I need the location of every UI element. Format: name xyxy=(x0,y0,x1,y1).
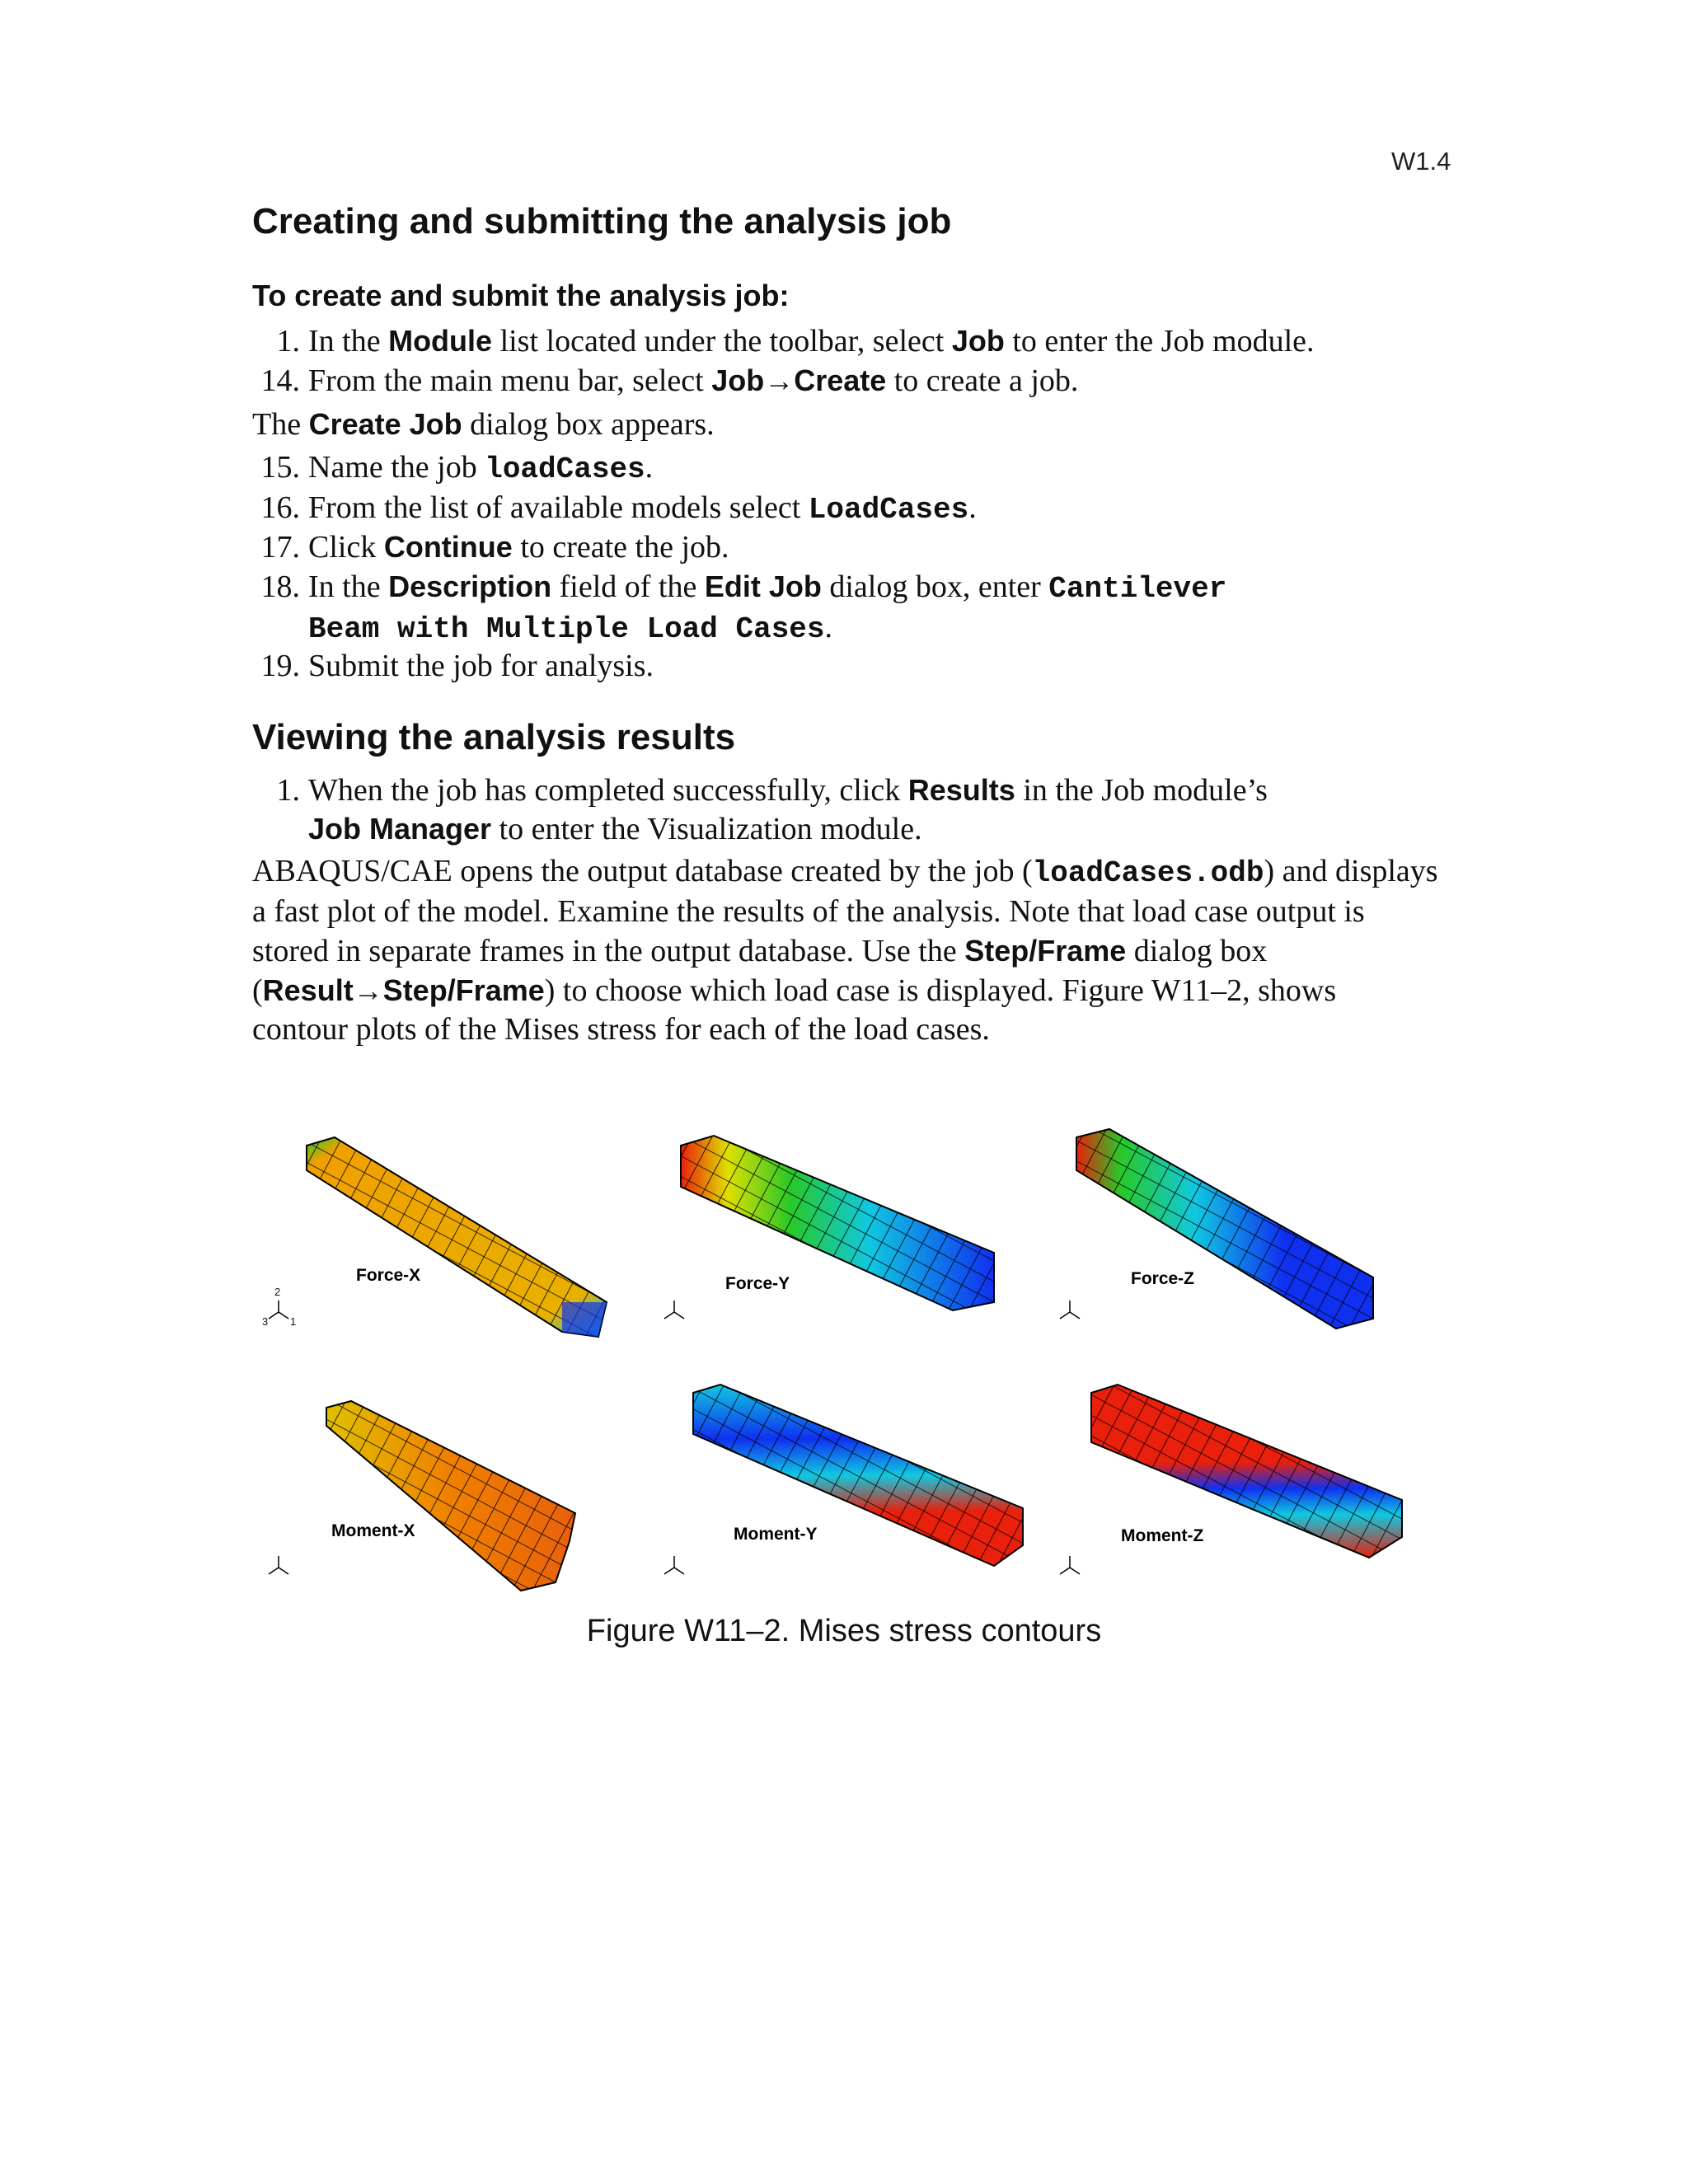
section-title-viewing-results: Viewing the analysis results xyxy=(252,717,736,757)
beam-force-z xyxy=(1076,1129,1373,1329)
step-16: 16. From the list of available models select LoadCases. xyxy=(260,490,977,527)
procedure-subtitle: To create and submit the analysis job: xyxy=(252,279,790,312)
results-step-1-continued: Job Manager to enter the Visualization module. xyxy=(308,812,922,846)
step-19: 19. Submit the job for analysis. xyxy=(260,649,654,683)
step-17: 17. Click Continue to create the job. xyxy=(260,530,729,565)
label-moment-y: Moment-Y xyxy=(734,1525,818,1544)
step-18: 18. In the Description field of the Edit Job dialog box, enter Cantilever xyxy=(260,569,1227,606)
triad-label-1: 1 xyxy=(290,1315,297,1328)
figure-caption: Figure W11–2. Mises stress contours xyxy=(586,1614,1102,1648)
section-title-creating-job: Creating and submitting the analysis job xyxy=(252,201,952,241)
page-number: W1.4 xyxy=(1391,147,1451,176)
step-1: 1. In the Module list located under the toolbar, select Job to enter the Job module. xyxy=(276,324,1315,359)
step-15: 15. Name the job loadCases. xyxy=(260,450,654,486)
mises-stress-figure xyxy=(252,1113,1439,1599)
beam-moment-x xyxy=(326,1401,575,1591)
contour-plots xyxy=(252,1113,1439,1599)
results-step-1: 1. When the job has completed successfully, click Results in the Job module’s xyxy=(276,773,1268,808)
triad-label-3: 3 xyxy=(262,1315,269,1328)
label-force-x: Force-X xyxy=(356,1266,421,1285)
step-18-continued: Beam with Multiple Load Cases. xyxy=(308,610,833,646)
label-moment-x: Moment-X xyxy=(331,1521,415,1540)
step-14: 14. From the main menu bar, select Job→Create to create a job. xyxy=(260,363,1079,398)
label-force-y: Force-Y xyxy=(725,1274,790,1293)
label-moment-z: Moment-Z xyxy=(1121,1526,1204,1545)
label-force-z: Force-Z xyxy=(1131,1269,1195,1288)
triad-label-2: 2 xyxy=(274,1286,281,1298)
results-paragraph: ABAQUS/CAE opens the output database created by the job (loadCases.odb) and displays a fast plot of the model. Examine the results of the analysis. Note that load case output is stored in separate frames in the output database. Use the Step/Frame dialog box (Result→Step/Frame) to choose which load case is displayed. Figure W11–2, shows contour plots of the Mises stress for each of the load cases. xyxy=(252,854,1438,1047)
create-job-note: The Create Job dialog box appears. xyxy=(252,407,715,442)
beam-force-x xyxy=(307,1137,607,1337)
